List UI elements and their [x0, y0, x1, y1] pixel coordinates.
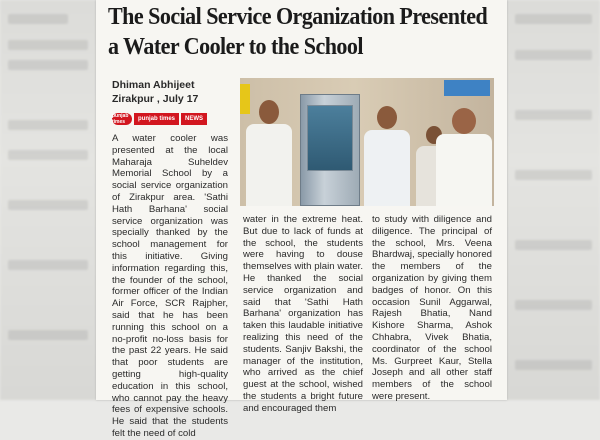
- article-text: to study with diligence and diligence. The principal of the school, Mrs. Veena Bhardwaj, specially honored the members of the organization by giving them badges of honor. On this occasion Sunil Aggarwal, Rajesh Bhatia, Nand Kishore Sharma, Ashok Chhabra, Vivek Bhatia, coordinator of the school Ms. Gurpreet Kaur, Stella Joseph and all other staff members of the school were present.: [372, 214, 492, 402]
- person-left: [246, 94, 292, 206]
- dateline: Zirakpur , July 17: [112, 93, 199, 105]
- water-cooler: [300, 94, 360, 206]
- article-column-2: [243, 214, 363, 415]
- author-name: Dhiman Abhijeet: [112, 79, 195, 91]
- background-blur-right: [507, 0, 600, 400]
- publication-logo: punjab times: [112, 113, 132, 125]
- byline: [112, 78, 198, 106]
- headline: [108, 2, 488, 62]
- publication-tag: [112, 113, 224, 125]
- headline-line-1: The Social Service Organization Presented: [108, 3, 488, 30]
- news-photo: [240, 78, 494, 206]
- background-blur-left: [0, 0, 96, 400]
- article-column-3: [372, 214, 492, 403]
- blue-banner: [444, 80, 490, 96]
- article-text: water in the extreme heat. But due to lack of funds at the school, the students were having to douse themselves with plain water. He thanked the social service organization and said that 'Sathi Hath Barhana' organization has taken this laudable initiative realizing this need of the students. Sanjiv Bakshi, the manager of the institution, who arrived as the chief guest at the school, wished the students a bright future and encouraged them: [243, 214, 363, 414]
- article-column-1: [112, 133, 228, 440]
- publication-brand: punjab times: [134, 113, 179, 125]
- person-right: [436, 108, 492, 206]
- article-text: A water cooler was presented at the local Maharaja Suheldev Memorial School by a social service organization of Zirakpur area. 'Sathi Hath Barhana' social service organization was specially thanked by the school management for this initiative. Giving information regarding this, the founder of the school, former officer of the Indian Air Force, SCR Rajpher, said that he has been running this school on a no-profit no-loss basis for the past 22 years. He said that poor students are getting high-quality education in this school, who cannot pay the heavy fees of expensive schools. He said that the students felt the need of cold: [112, 133, 228, 439]
- section-label: NEWS: [181, 113, 207, 125]
- newspaper-clipping: [96, 0, 507, 439]
- headline-line-2: a Water Cooler to the School: [108, 33, 363, 60]
- person-middle: [364, 102, 410, 206]
